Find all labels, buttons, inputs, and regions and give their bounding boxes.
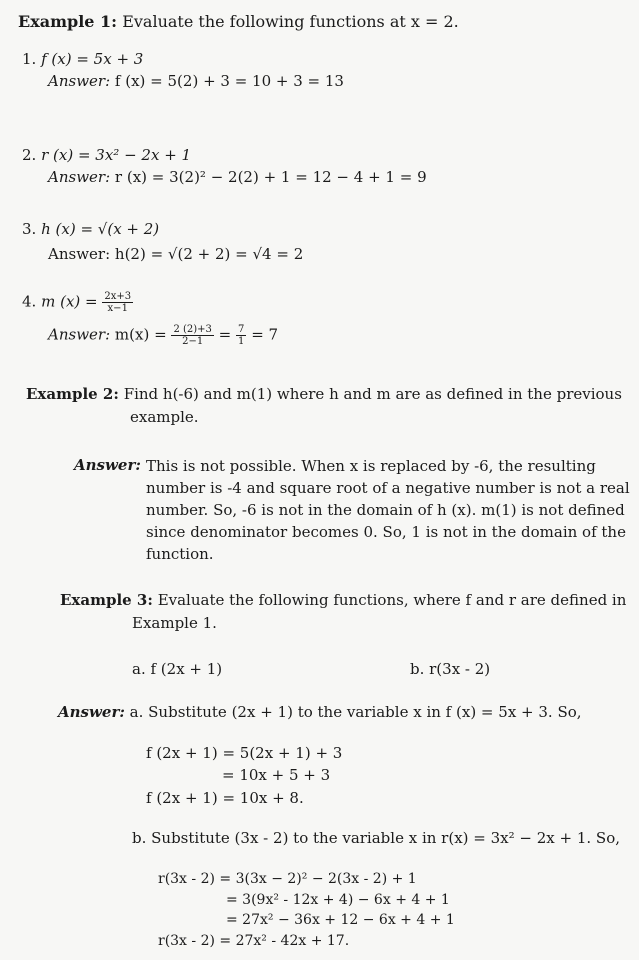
- item-number: 3.: [22, 220, 37, 238]
- answer-text: r (x) = 3(2)² − 2(2) + 1 = 12 − 4 + 1 = 9: [114, 168, 427, 186]
- answer-b-intro: b. Substitute (3x - 2) to the variable x in r(x) = 3x² − 2x + 1. So,: [132, 829, 620, 847]
- ex1-item-2-answer: [48, 168, 427, 186]
- ex1-item-3-answer: [48, 245, 303, 263]
- fraction-numerator: 2 (2)+3: [173, 324, 212, 335]
- example-3-prompt-line-2: Example 1.: [132, 614, 217, 632]
- answer-line: since denominator becomes 0. So, 1 is not in the domain of the: [146, 523, 626, 541]
- answer-text: f (x) = 5(2) + 3 = 10 + 3 = 13: [114, 72, 344, 90]
- item-number: 4.: [22, 292, 37, 311]
- answer-result: = 7: [251, 325, 279, 344]
- example-3-prompt-line-1: Evaluate the following functions, where f and r are defined in: [157, 591, 627, 609]
- example-2-prompt-line-1: Find h(-6) and m(1) where h and m are as defined in the previous: [123, 385, 622, 403]
- example-3-part-b: b. r(3x - 2): [410, 660, 491, 678]
- item-function: h (x) = √(x + 2): [41, 220, 160, 238]
- ex1-item-1-answer: [48, 72, 344, 90]
- example-2-answer-text: [146, 455, 630, 565]
- example-1-prompt: Evaluate the following functions at x = 2.: [122, 12, 459, 31]
- ex1-item-3: [22, 220, 159, 238]
- item-function-left: m (x) =: [41, 292, 98, 311]
- item-number: 2.: [22, 146, 37, 164]
- answer-line: number is -4 and square root of a negative number is not a real: [146, 479, 630, 497]
- answer-label: Answer:: [48, 325, 111, 344]
- item-number: 1.: [22, 50, 37, 68]
- fraction-numerator: 2x+3: [104, 291, 132, 302]
- example-3-label: Example 3:: [60, 591, 153, 609]
- example-2-label: Example 2:: [26, 385, 119, 403]
- example-1-label: Example 1:: [18, 12, 118, 31]
- fraction-numerator: 7: [238, 324, 245, 335]
- answer-label: Answer:: [48, 245, 111, 263]
- ex1-item-4-answer: [48, 324, 278, 347]
- answer-left: m(x) =: [114, 325, 167, 344]
- answer-fraction-2: [236, 324, 246, 347]
- example-1-heading: [18, 12, 459, 31]
- example-2-answer-label: Answer:: [74, 456, 141, 474]
- fraction-denominator: x−1: [107, 303, 128, 314]
- ex1-item-1: [22, 50, 143, 68]
- answer-a-step-3: f (2x + 1) = 10x + 8.: [146, 789, 304, 807]
- item-function: r (x) = 3x² − 2x + 1: [41, 146, 192, 164]
- fraction-denominator: 2−1: [182, 336, 204, 347]
- equals-sign: =: [218, 325, 232, 344]
- answer-fraction-1: [171, 324, 213, 347]
- item-function: f (x) = 5x + 3: [41, 50, 144, 68]
- answer-line: function.: [146, 545, 214, 563]
- answer-label: Answer:: [48, 168, 111, 186]
- example-3-answer-label: Answer:: [58, 703, 125, 721]
- example-3-heading: [60, 591, 626, 609]
- answer-b-step-3: = 27x² − 36x + 12 − 6x + 4 + 1: [226, 912, 455, 928]
- answer-label: Answer:: [48, 72, 111, 90]
- example-3-answer-a-intro: [58, 703, 582, 721]
- answer-a-step-1: f (2x + 1) = 5(2x + 1) + 3: [146, 744, 343, 762]
- answer-b-step-4: r(3x - 2) = 27x² - 42x + 17.: [158, 933, 350, 949]
- ex1-item-4: [22, 291, 133, 314]
- answer-a-intro-text: a. Substitute (2x + 1) to the variable x in f (x) = 5x + 3. So,: [129, 703, 582, 721]
- answer-b-step-1: r(3x - 2) = 3(3x − 2)² − 2(3x - 2) + 1: [158, 871, 417, 887]
- answer-text: h(2) = √(2 + 2) = √4 = 2: [114, 245, 304, 263]
- example-2-heading: [26, 385, 622, 403]
- function-fraction: [102, 291, 133, 314]
- answer-line: number. So, -6 is not in the domain of h (x). m(1) is not defined: [146, 501, 625, 519]
- answer-line: This is not possible. When x is replaced by -6, the resulting: [146, 457, 596, 475]
- example-2-prompt-line-2: example.: [130, 408, 199, 426]
- example-3-part-a: a. f (2x + 1): [132, 660, 223, 678]
- answer-b-step-2: = 3(9x² - 12x + 4) − 6x + 4 + 1: [226, 892, 450, 908]
- ex1-item-2: [22, 146, 191, 164]
- answer-a-step-2: = 10x + 5 + 3: [222, 766, 331, 784]
- fraction-denominator: 1: [238, 336, 245, 347]
